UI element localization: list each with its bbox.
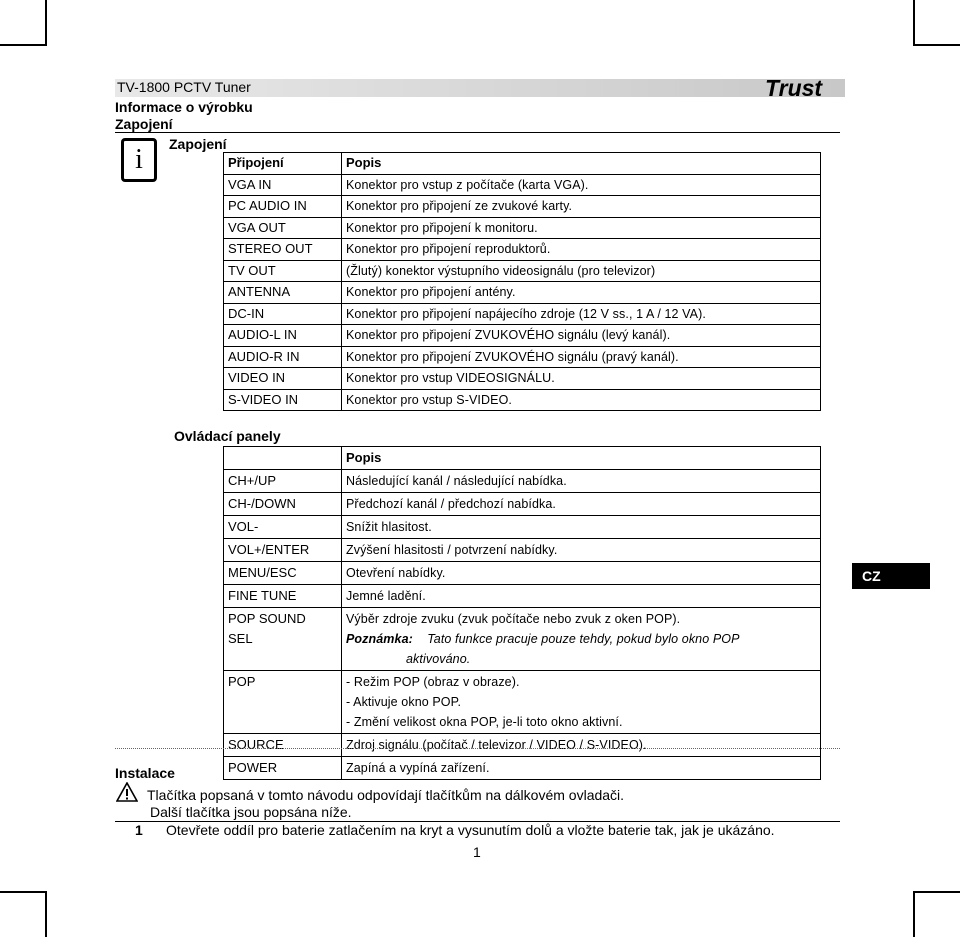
table-row (224, 217, 821, 239)
table-row (224, 516, 821, 539)
page-number: 1 (473, 844, 481, 860)
table-row (224, 282, 821, 304)
connections-title: Zapojení (169, 136, 227, 152)
connector-name: TV OUT (224, 260, 342, 282)
control-desc: Snížit hlasitost. (342, 516, 821, 539)
control-name: CH-/DOWN (224, 493, 342, 516)
table-row (224, 346, 821, 368)
table-row (224, 539, 821, 562)
connector-name: DC-IN (224, 303, 342, 325)
control-name: POP (224, 671, 342, 734)
table-row (224, 608, 821, 671)
table-row (224, 260, 821, 282)
table-row (224, 585, 821, 608)
connector-name: AUDIO-R IN (224, 346, 342, 368)
section-divider (115, 748, 840, 749)
connector-desc: Konektor pro vstup z počítače (karta VGA). (342, 174, 821, 196)
connector-name: STEREO OUT (224, 239, 342, 261)
language-tab: CZ (852, 563, 930, 589)
svg-text:Trust: Trust (765, 76, 823, 100)
table-header-row (224, 447, 821, 470)
controls-table (223, 446, 821, 780)
header-rule (115, 132, 840, 133)
warning-icon (116, 782, 138, 802)
connector-name: VGA IN (224, 174, 342, 196)
table-row (224, 325, 821, 347)
connector-name: ANTENNA (224, 282, 342, 304)
warning-text: Tlačítka popsaná v tomto návodu odpovídají tlačítkům na dálkovém ovladači. (147, 787, 625, 803)
product-title: TV-1800 PCTV Tuner (117, 79, 251, 95)
installation-title: Instalace (115, 765, 175, 781)
table-row (224, 757, 821, 780)
connector-desc: Konektor pro připojení ze zvukové karty. (342, 196, 821, 218)
table-header-row (224, 153, 821, 175)
control-name: VOL- (224, 516, 342, 539)
connector-name: VGA OUT (224, 217, 342, 239)
connector-desc: Konektor pro připojení reproduktorů. (342, 239, 821, 261)
connector-desc: Konektor pro připojení antény. (342, 282, 821, 304)
control-name: POWER (224, 757, 342, 780)
connector-desc: (Žlutý) konektor výstupního videosignálu (pro televizor) (342, 260, 821, 282)
column-header-description: Popis (342, 153, 821, 175)
connector-desc: Konektor pro vstup VIDEOSIGNÁLU. (342, 368, 821, 390)
trust-logo (764, 76, 846, 100)
controls-title: Ovládací panely (174, 428, 281, 444)
connector-desc: Konektor pro připojení ZVUKOVÉHO signálu (pravý kanál). (342, 346, 821, 368)
connector-desc: Konektor pro připojení napájecího zdroje (12 V ss., 1 A / 12 VA). (342, 303, 821, 325)
column-header-connection: Připojení (224, 153, 342, 175)
connector-name: AUDIO-L IN (224, 325, 342, 347)
connector-desc: Konektor pro vstup S-VIDEO. (342, 389, 821, 411)
control-name: CH+/UP (224, 470, 342, 493)
crop-mark (913, 891, 960, 893)
connector-desc: Konektor pro připojení ZVUKOVÉHO signálu (levý kanál). (342, 325, 821, 347)
crop-mark (913, 0, 915, 46)
control-desc: Zdroj signálu (počítač / televizor / VIDEO / S-VIDEO). (342, 734, 821, 757)
warning-text-cont: Další tlačítka jsou popsána níže. (150, 804, 352, 820)
connector-name: PC AUDIO IN (224, 196, 342, 218)
control-name: FINE TUNE (224, 585, 342, 608)
table-row (224, 174, 821, 196)
control-name: POP SOUND SEL (224, 608, 342, 671)
control-name: VOL+/ENTER (224, 539, 342, 562)
control-desc: Následující kanál / následující nabídka. (342, 470, 821, 493)
product-info-heading: Informace o výrobku (115, 99, 253, 115)
table-row (224, 562, 821, 585)
table-row (224, 368, 821, 390)
control-desc: Předchozí kanál / předchozí nabídka. (342, 493, 821, 516)
control-desc: Zvýšení hlasitosti / potvrzení nabídky. (342, 539, 821, 562)
step-number: 1 (135, 822, 143, 838)
column-header-description: Popis (342, 447, 821, 470)
control-desc: Jemné ladění. (342, 585, 821, 608)
table-row (224, 303, 821, 325)
crop-mark (45, 891, 47, 937)
table-row (224, 389, 821, 411)
crop-mark (913, 891, 915, 937)
crop-mark (0, 891, 47, 893)
control-desc: Zapíná a vypíná zařízení. (342, 757, 821, 780)
connector-name: VIDEO IN (224, 368, 342, 390)
control-name: MENU/ESC (224, 562, 342, 585)
table-row (224, 493, 821, 516)
control-name: SOURCE (224, 734, 342, 757)
table-row (224, 239, 821, 261)
connection-heading: Zapojení (115, 116, 173, 132)
table-row (224, 734, 821, 757)
crop-mark (913, 44, 960, 46)
note-text: Tato funkce pracuje pouze tehdy, pokud bylo okno POP (427, 632, 740, 646)
table-row (224, 470, 821, 493)
connections-table (223, 152, 821, 411)
table-row (224, 671, 821, 734)
connector-desc: Konektor pro připojení k monitoru. (342, 217, 821, 239)
connector-name: S-VIDEO IN (224, 389, 342, 411)
column-header-empty (224, 447, 342, 470)
step-text: Otevřete oddíl pro baterie zatlačením na kryt a vysunutím dolů a vložte baterie tak, jak je ukázáno. (166, 822, 775, 838)
note-text-cont: aktivováno. (406, 652, 471, 666)
note-label: Poznámka: (346, 632, 413, 646)
table-row (224, 196, 821, 218)
crop-mark (45, 0, 47, 46)
crop-mark (0, 44, 47, 46)
control-desc: - Režim POP (obraz v obraze). - Aktivuje okno POP. - Změní velikost okna POP, je-li toto okno aktivní. (342, 671, 821, 734)
control-desc: Výběr zdroje zvuku (zvuk počítače nebo zvuk z oken POP). Poznámka: Tato funkce pracuje pouze tehdy, pokud bylo okno POP aktivováno. (342, 608, 821, 671)
control-desc: Otevření nabídky. (342, 562, 821, 585)
info-icon: i (121, 138, 157, 182)
